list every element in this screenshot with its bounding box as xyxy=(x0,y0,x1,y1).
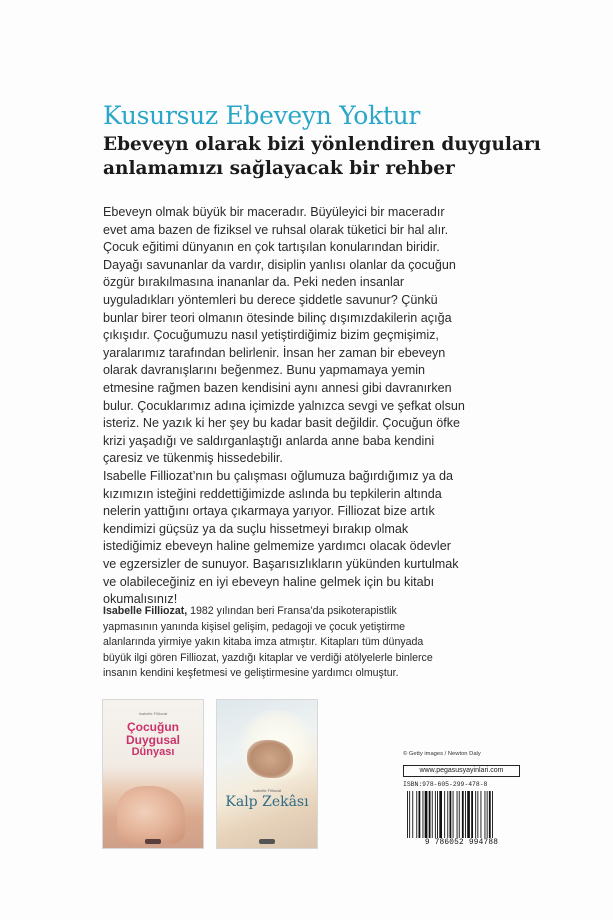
barcode-bar xyxy=(423,791,424,838)
barcode-bar xyxy=(457,791,458,838)
text-line: yaralarımız tarafından belirlenir. İnsan her zaman bir ebeveyn xyxy=(103,345,446,360)
related-book-cover xyxy=(103,700,203,848)
book-author: Isabelle Filliozat xyxy=(252,788,282,793)
barcode-bar xyxy=(416,791,417,838)
related-book-cover xyxy=(217,700,317,848)
hands-photo xyxy=(247,740,293,778)
barcode-bar xyxy=(462,791,464,838)
bio-line: insanın kendini keşfetmesi ve geliştirmesine yardımcı olmuştur. xyxy=(103,667,399,680)
barcode-bar xyxy=(481,791,482,838)
text-line: evet ama bazen de fiziksel ve ruhsal olarak tüketici bir hal alır. xyxy=(103,222,449,237)
barcode-bar xyxy=(492,791,493,838)
book-title: Kusursuz Ebeveyn Yoktur xyxy=(103,101,421,130)
text-line: bulur. Çocuklarımız adına içimizde yalnızca sevgi ve şefkat olsun xyxy=(103,398,465,413)
text-line: çıkışıdır. Çocuğumuzu nasıl yetiştirdiğimiz bizim geçmişimiz, xyxy=(103,328,439,343)
barcode-bar xyxy=(467,791,470,838)
barcode-bar xyxy=(459,791,460,838)
book-title-line: Kalp Zekâsı xyxy=(225,794,309,810)
subtitle-line: Ebeveyn olarak bizi yönlendiren duyguları xyxy=(103,134,541,155)
photo-credit: © Getty images / Newton Daly xyxy=(403,751,481,757)
text-line: ve olabileceğiniz en iyi ebeveyn haline gelmek için bu kitabı xyxy=(103,574,435,589)
text-line: olarak davranışlarını beğenmez. Bunu yapmamaya yemin xyxy=(103,363,426,378)
publisher-logo xyxy=(145,839,161,844)
description-paragraph-1 xyxy=(103,204,528,468)
text-line: istediğimiz ebeveyn haline gelmemize yardımcı olacak ödevler xyxy=(103,539,451,554)
text-line: Çocuk eğitimi dünyanın en çok tartışılan konularından biridir. xyxy=(103,240,440,255)
subtitle xyxy=(103,133,541,181)
barcode-bar xyxy=(439,791,442,838)
text-line: nelerin yattığını ortaya çıkarmaya yarıyor. Filliozat bize artık xyxy=(103,504,435,519)
text-line: uyguladıkları yöntemleri bu derece şiddetle savunur? Çünkü xyxy=(103,292,438,307)
barcode-bar xyxy=(489,791,491,838)
barcode-bar xyxy=(409,791,410,838)
book-title-line: Çocuğun xyxy=(127,720,179,734)
text-line: özgür bırakılmasına inananlar da. Peki neden insanlar xyxy=(103,275,405,290)
barcode-bar xyxy=(407,791,408,838)
text-line: kızımızın isteğini reddettiğimizde aslında bu tepkilerin altında xyxy=(103,486,442,501)
text-line: ve egzersizler de sunuyor. Başarısızlıkların yükünden kurtulmak xyxy=(103,556,459,571)
barcode-bar xyxy=(487,791,488,838)
bio-line: alanlarında yirmiye yakın kitaba imza atmıştır. Kitapları tüm dünyada xyxy=(103,636,424,649)
barcode-bar xyxy=(444,791,445,838)
barcode xyxy=(403,791,520,838)
book-blurb-placeholder xyxy=(113,764,193,780)
barcode-graphic xyxy=(403,791,520,838)
bio-line: Isabelle Filliozat, 1982 yılından beri Fransa’da psikoterapistlik xyxy=(103,605,397,617)
barcode-bar xyxy=(425,791,428,838)
publisher-logo xyxy=(259,839,275,844)
barcode-bar xyxy=(471,791,473,838)
text-line: Dayağı savunanlar da vardır, disiplin yanlısı olanlar da çocuğun xyxy=(103,257,456,272)
text-line: Ebeveyn olmak büyük bir maceradır. Büyüleyici bir maceradır xyxy=(103,205,445,219)
barcode-bar xyxy=(465,791,466,838)
publisher-website: www.pegasusyayinlari.com xyxy=(403,765,520,777)
author-name: Isabelle Filliozat, xyxy=(103,605,188,617)
text-line: kendimizi güçsüz ya da suçlu hissetmeyi bırakıp olmak xyxy=(103,521,409,536)
text-line: Isabelle Filliozat’nın bu çalışması oğlumuza bağırdığımız ya da xyxy=(103,469,453,483)
book-title-line: Duygusal xyxy=(125,733,180,747)
subtitle-line: anlamamızı sağlayacak bir rehber xyxy=(103,158,455,179)
barcode-bar xyxy=(450,791,452,838)
text-line: krizi yaşadığı ve saldırganlaştığı anlarda anne baba kendini xyxy=(103,433,435,448)
book-title-line: Dünyası xyxy=(131,746,175,758)
text-line: bunlar birer teori olmanın ötesinde bilinç dışımızdakilerin açığa xyxy=(103,310,452,325)
text-line: okumalısınız! xyxy=(103,592,178,607)
bio-line: yapmasının yanında kişisel gelişim, pedagoji ve çocuk yetiştirme xyxy=(103,620,406,633)
barcode-number: 9 786052 994788 xyxy=(424,839,499,847)
text-line: isteriz. Ne yazık ki her şey bu kadar basit değildir. Çocuğun öfke xyxy=(103,416,460,431)
description-paragraph-2 xyxy=(103,468,528,609)
book-author: Isabelle Filliozat xyxy=(138,711,168,716)
barcode-bar xyxy=(432,791,433,838)
barcode-bar xyxy=(453,791,454,838)
barcode-bar xyxy=(435,791,436,838)
barcode-bar xyxy=(437,791,438,838)
barcode-bar xyxy=(419,791,421,838)
barcode-bar xyxy=(477,791,478,838)
barcode-bar xyxy=(429,791,431,838)
barcode-bar xyxy=(412,791,413,838)
bio-line: büyük ilgi gören Filliozat, yazdığı kitaplar ve verdiği atölyelerle binlerce xyxy=(103,651,433,664)
isbn-text: ISBN:978-605-299-478-8 xyxy=(403,781,488,788)
barcode-bar xyxy=(447,791,448,838)
barcode-bar xyxy=(485,791,486,838)
text-line: çaresiz ve tükenmiş hissedebilir. xyxy=(103,451,283,466)
author-bio xyxy=(103,604,523,682)
text-line: etmesine rağmen bazen kendisini aynı annesi gibi davranırken xyxy=(103,380,452,395)
barcode-bar xyxy=(475,791,476,838)
child-photo xyxy=(117,786,185,844)
